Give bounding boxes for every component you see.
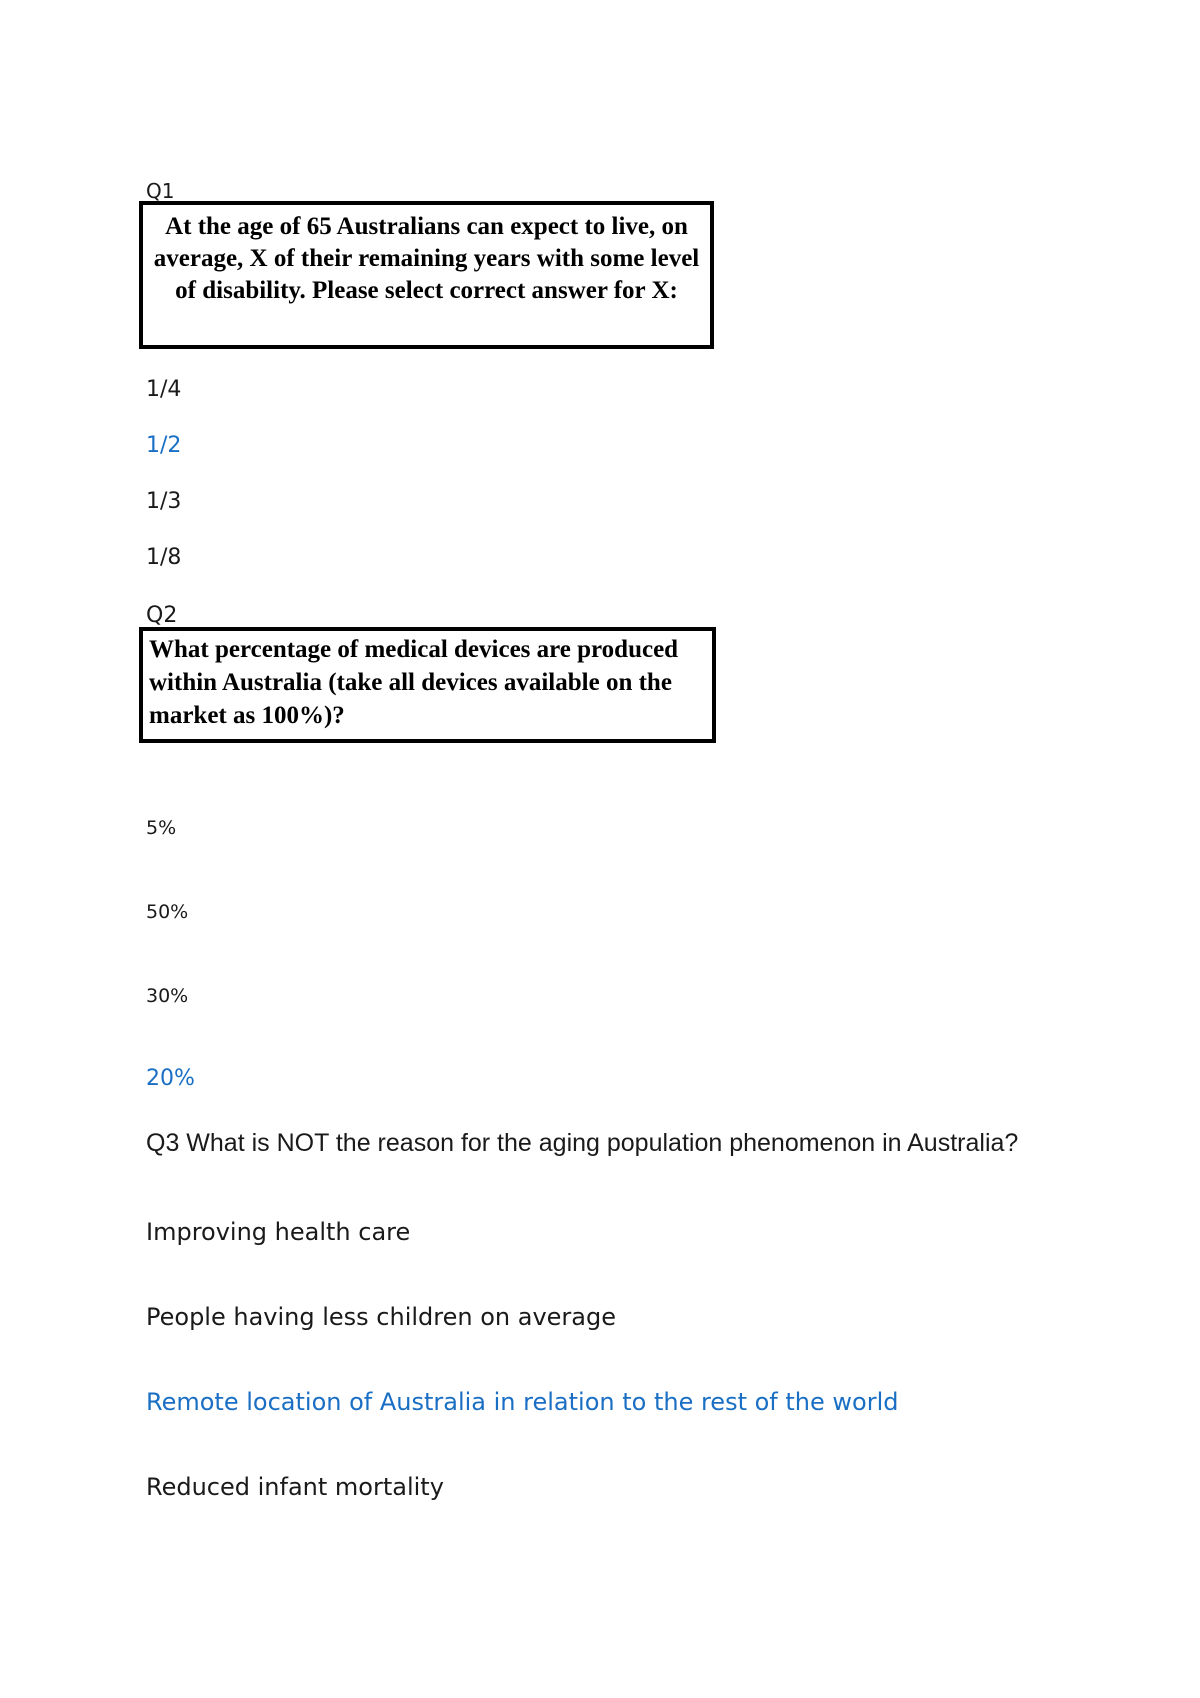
q1-option-3: 1/3 — [146, 489, 182, 514]
q3-option-2: People having less children on average — [146, 1303, 616, 1331]
q2-label: Q2 — [146, 603, 178, 628]
q3-question: Q3 What is NOT the reason for the aging population phenomenon in Australia? — [146, 1129, 1019, 1157]
q3-option-3-highlighted: Remote location of Australia in relation to the rest of the world — [146, 1388, 899, 1416]
q1-question-text: At the age of 65 Australians can expect to live, on average, X of their remaining years with some level of disability. Please select correct answer for X: — [153, 213, 700, 304]
q2-option-3: 30% — [146, 985, 189, 1007]
q1-option-4: 1/8 — [146, 545, 182, 570]
q1-option-2-highlighted: 1/2 — [146, 433, 182, 458]
q2-option-4-highlighted: 20% — [146, 1066, 195, 1091]
q1-question-box — [139, 201, 714, 349]
q2-option-1: 5% — [146, 817, 177, 839]
q2-question-text: What percentage of medical devices are produced within Australia (take all devices available on the market as 100%)? — [149, 636, 679, 729]
q2-question-box — [139, 627, 716, 743]
q1-option-1: 1/4 — [146, 377, 182, 402]
q1-label: Q1 — [146, 179, 175, 203]
q2-option-2: 50% — [146, 901, 189, 923]
q3-option-4: Reduced infant mortality — [146, 1473, 444, 1501]
q3-option-1: Improving health care — [146, 1218, 411, 1246]
